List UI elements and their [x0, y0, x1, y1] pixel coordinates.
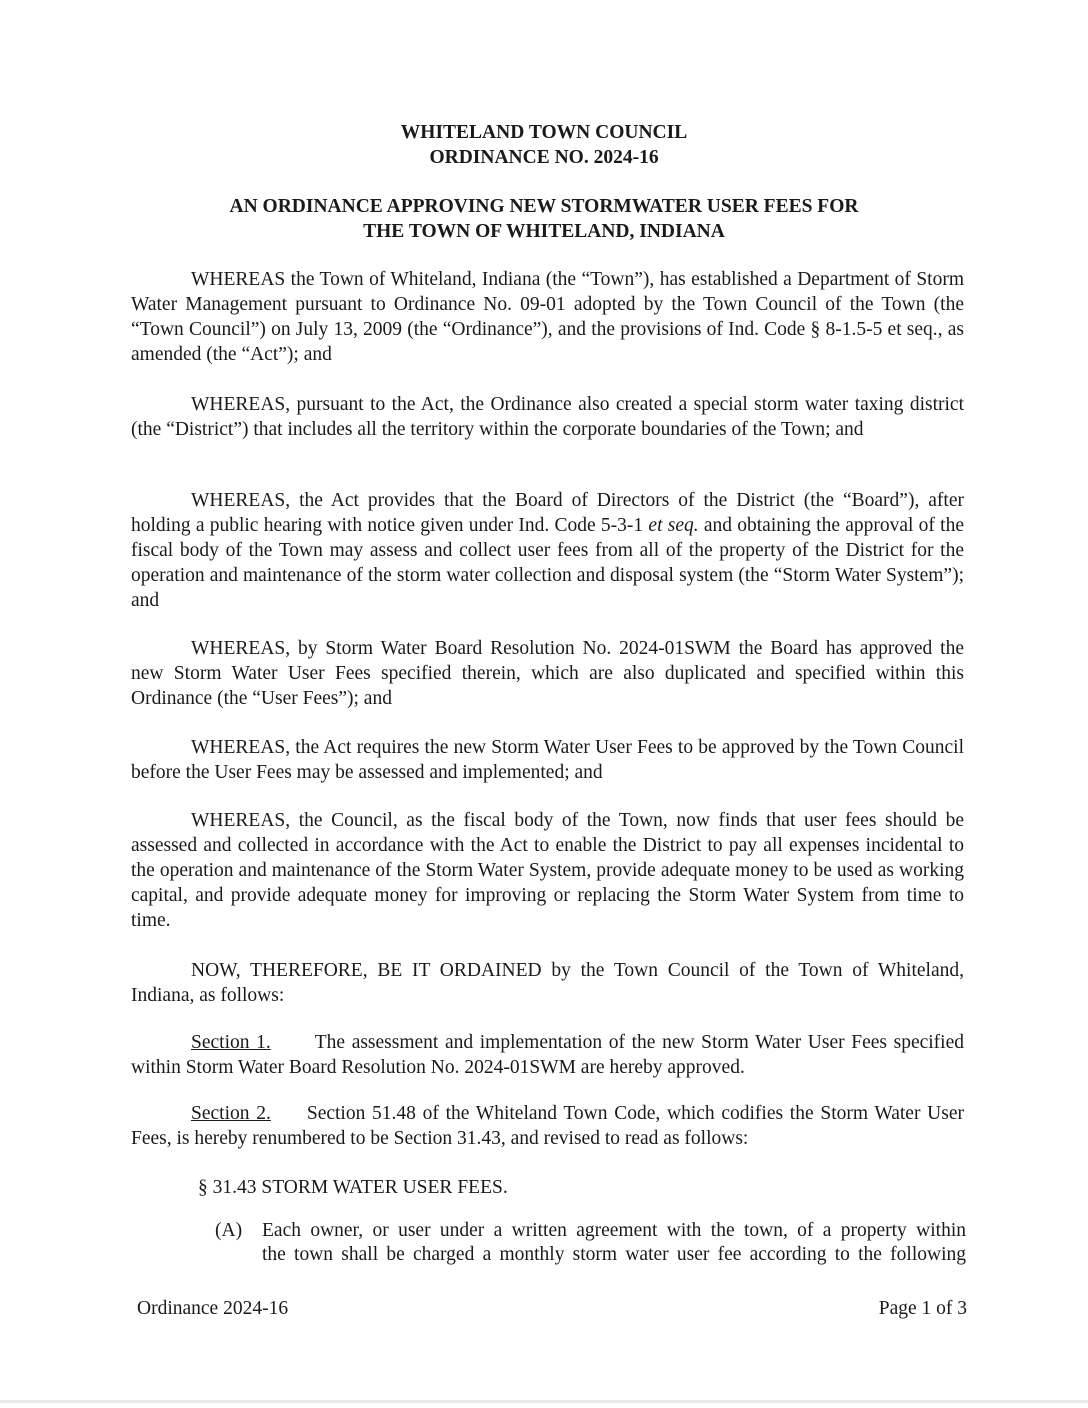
whereas-3-italic-text: et seq.	[648, 515, 699, 536]
section-1-paragraph	[131, 1030, 964, 1080]
scan-edge-divider	[0, 1400, 1088, 1403]
ordinance-title-line-1: AN ORDINANCE APPROVING NEW STORMWATER USER FEES FOR	[229, 196, 859, 217]
whereas-paragraph-6: WHEREAS, the Council, as the fiscal body of the Town, now finds that user fees should be assessed and collected in accordance with the Act to enable the District to pay all expenses incidental to the operation and maintenance of the Storm Water System, provide adequate money to be used as working capital, and provide adequate money for improving or replacing the Storm Water System from time to time.	[131, 810, 964, 931]
item-a-line-2: the town shall be charged a monthly storm water user fee according to the following	[262, 1244, 966, 1265]
ordinance-title-line-2: THE TOWN OF WHITELAND, INDIANA	[363, 221, 725, 242]
item-a-line-1: Each owner, or user under a written agreement with the town, of a property within	[262, 1220, 966, 1241]
footer-ordinance-label: Ordinance 2024-16	[137, 1298, 289, 1319]
section-2-paragraph	[131, 1101, 964, 1151]
ordained-paragraph: NOW, THEREFORE, BE IT ORDAINED by the Town Council of the Town of Whiteland, Indiana, as follows:	[131, 960, 964, 1006]
section-1-label: Section 1.	[191, 1032, 271, 1053]
whereas-3-text-before: WHEREAS, the Act provides that the Board of Directors of the District (the “Board”), after holding a public hearing with notice given under Ind. Code 5-3-1	[131, 490, 964, 536]
whereas-paragraph-4: WHEREAS, by Storm Water Board Resolution No. 2024-01SWM the Board has approved the new Storm Water User Fees specified therein, which are also duplicated and specified within this Ordinance (the “User Fees”); and	[131, 638, 964, 709]
footer-page-number: Page 1 of 3	[878, 1298, 967, 1319]
section-2-text: Section 51.48 of the Whiteland Town Code, which codifies the Storm Water User Fees, is hereby renumbered to be Section 31.43, and revised to read as follows:	[131, 1103, 964, 1149]
section-2-label: Section 2.	[191, 1103, 271, 1124]
whereas-paragraph-3	[131, 488, 964, 613]
whereas-paragraph-5: WHEREAS, the Act requires the new Storm Water User Fees to be approved by the Town Council before the User Fees may be assessed and implemented; and	[131, 737, 964, 783]
item-a-marker: (A)	[215, 1220, 243, 1241]
code-section-heading: § 31.43 STORM WATER USER FEES.	[198, 1177, 508, 1198]
section-1-text: The assessment and implementation of the new Storm Water User Fees specified within Storm Water Board Resolution No. 2024-01SWM are hereby approved.	[131, 1032, 964, 1078]
whereas-paragraph-1: WHEREAS the Town of Whiteland, Indiana (the “Town”), has established a Department of Storm Water Management pursuant to Ordinance No. 09-01 adopted by the Town Council of the Town (the “Town Council”) on July 13, 2009 (the “Ordinance”), and the provisions of Ind. Code § 8-1.5-5 et seq., as amended (the “Act”); and	[131, 269, 964, 365]
whereas-paragraph-2: WHEREAS, pursuant to the Act, the Ordinance also created a special storm water taxing district (the “District”) that includes all the territory within the corporate boundaries of the Town; and	[131, 394, 964, 440]
whereas-3-text-after: and obtaining the approval of the fiscal body of the Town may assess and collect user fees from all of the property of the District for the operation and maintenance of the storm water collection and disposal system (the “Storm Water System”); and	[131, 515, 964, 611]
ordinance-number-heading: ORDINANCE NO. 2024-16	[429, 147, 659, 168]
council-heading: WHITELAND TOWN COUNCIL	[400, 122, 688, 143]
